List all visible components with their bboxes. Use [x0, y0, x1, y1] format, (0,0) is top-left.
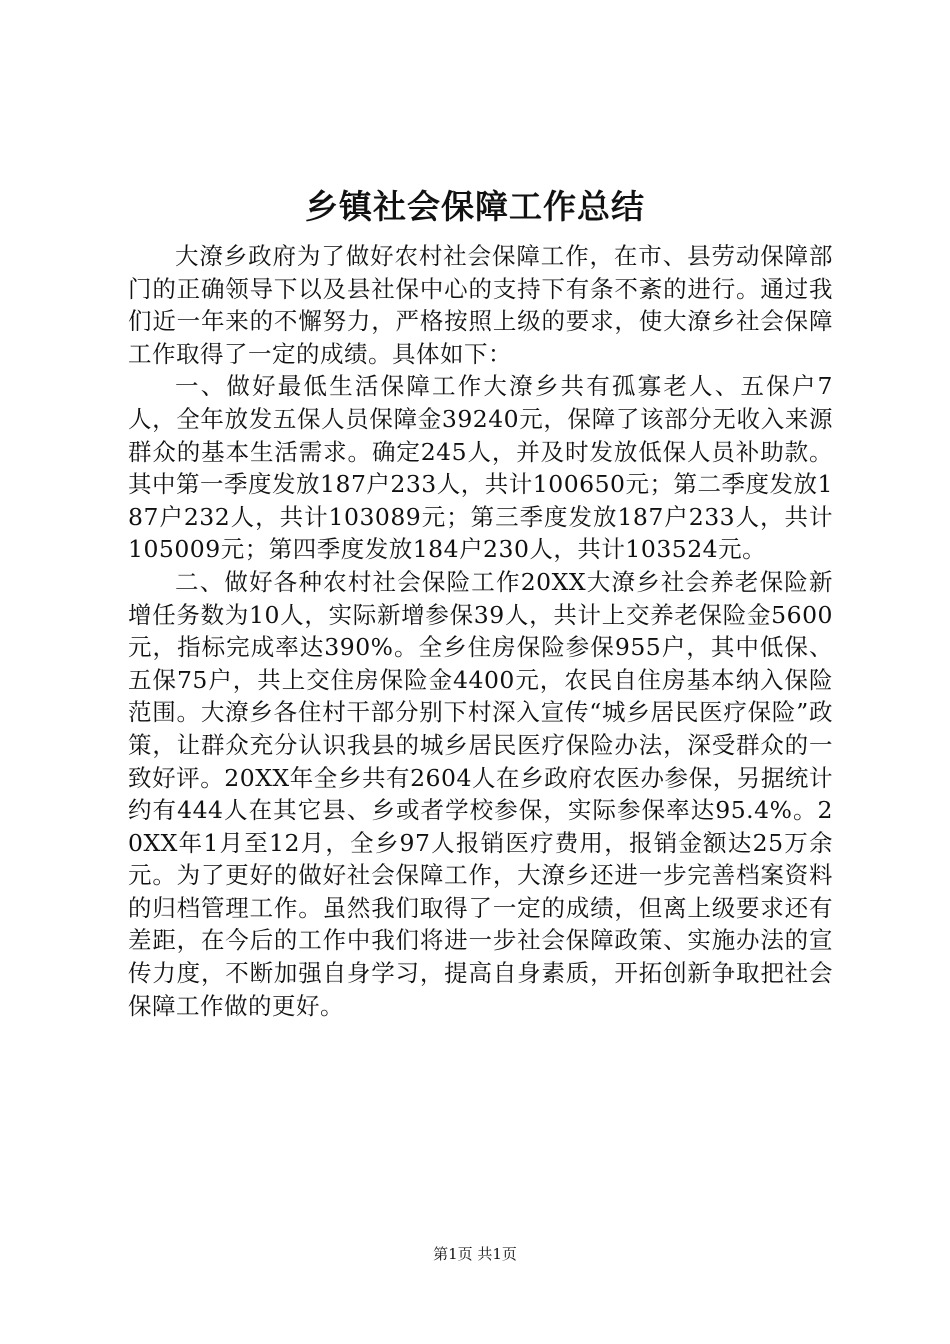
document-title: 乡镇社会保障工作总结: [305, 187, 645, 226]
paragraph-rural-social-insurance: 二、做好各种农村社会保险工作20XX大潦乡社会养老保险新增任务数为10人，实际新增参保39人，共计上交养老保险金5600元，指标完成率达390%。全乡住房保险参保955户，其中低保、五保75户，共上交住房保险金4400元，农民自住房基本纳入保险范围。大潦乡各住村干部分别下村深入宣传“城乡居民医疗保险”政策，让群众充分认识我县的城乡居民医疗保险办法，深受群众的一致好评。20XX年全乡共有2604人在乡政府农医办参保，另据统计约有444人在其它县、乡或者学校参保，实际参保率达95.4%。20XX年1月至12月，全乡97人报销医疗费用，报销金额达25万余元。为了更好的做好社会保障工作，大潦乡还进一步完善档案资料的归档管理工作。虽然我们取得了一定的成绩，但离上级要求还有差距，在今后的工作中我们将进一步社会保障政策、实施办法的宣传力度，不断加强自身学习，提高自身素质，开拓创新争取把社会保障工作做的更好。: [128, 567, 833, 1020]
paragraph-minimum-living-security: 一、做好最低生活保障工作大潦乡共有孤寡老人、五保户7人，全年放发五保人员保障金39240元，保障了该部分无收入来源群众的基本生活需求。确定245人，并及时发放低保人员补助款。其中第一季度发放187户233人，共计100650元；第二季度发放187户232人，共计103089元；第三季度发放187户233人，共计105009元；第四季度发放184户230人，共计103524元。: [128, 372, 833, 564]
paragraph-intro: 大潦乡政府为了做好农村社会保障工作，在市、县劳动保障部门的正确领导下以及县社保中心的支持下有条不紊的进行。通过我们近一年来的不懈努力，严格按照上级的要求，使大潦乡社会保障工作取得了一定的成绩。具体如下：: [128, 242, 833, 368]
page-footer: 第1页 共1页: [433, 1245, 517, 1263]
document-body: [128, 240, 833, 1022]
